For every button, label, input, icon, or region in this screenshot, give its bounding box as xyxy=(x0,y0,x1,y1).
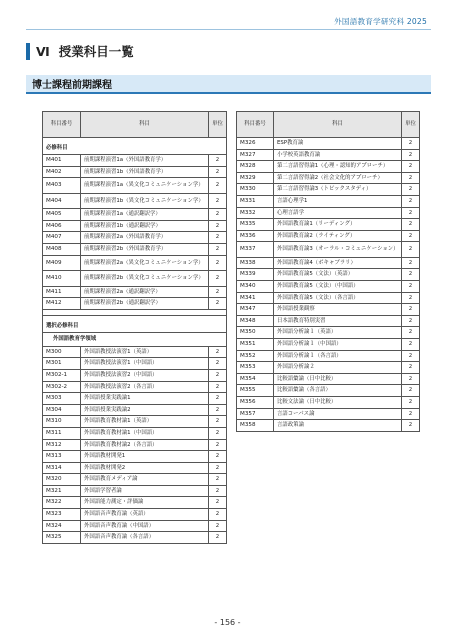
course-code: M357 xyxy=(237,408,274,420)
course-name: 外国語教育論2（ライティング） xyxy=(274,230,402,242)
course-units: 2 xyxy=(209,509,227,521)
course-units: 2 xyxy=(209,220,227,232)
course-units: 2 xyxy=(402,373,420,385)
table-row xyxy=(43,178,227,194)
course-code: M355 xyxy=(237,385,274,397)
course-code: M314 xyxy=(43,462,81,474)
table-row xyxy=(43,232,227,244)
course-code: M402 xyxy=(43,166,81,178)
table-row xyxy=(43,255,227,271)
course-units: 2 xyxy=(402,292,420,304)
course-name: 第二言語習得論1（心理・認知的アプローチ） xyxy=(274,161,402,173)
course-code: M330 xyxy=(237,184,274,196)
course-name: 外国語教授法演習2（中国語） xyxy=(81,369,209,381)
table-row xyxy=(43,286,227,298)
course-name: 外国語分析論１（英語） xyxy=(274,327,402,339)
course-code: M408 xyxy=(43,243,81,255)
course-units: 2 xyxy=(209,439,227,451)
table-row xyxy=(237,138,420,150)
course-name: 言語コーパス論 xyxy=(274,408,402,420)
elective-section-label: 選択必修科目 xyxy=(43,315,227,332)
course-name: 前期課程演習2a（外国語教育学） xyxy=(81,232,209,244)
table-row xyxy=(237,149,420,161)
course-units: 2 xyxy=(209,155,227,167)
course-code: M401 xyxy=(43,155,81,167)
course-name: 比較語彙論（日中比較） xyxy=(274,373,402,385)
course-code: M303 xyxy=(43,393,81,405)
course-name: 外国語教育論5（文法）（各言語） xyxy=(274,292,402,304)
course-code: M332 xyxy=(237,207,274,219)
course-units: 2 xyxy=(402,269,420,281)
course-name: 外国語学習者論 xyxy=(81,485,209,497)
course-name: 前期課程演習1b（通訳翻訳学） xyxy=(81,220,209,232)
table-row xyxy=(237,172,420,184)
table-row xyxy=(237,339,420,351)
header-name: 科目 xyxy=(81,112,209,138)
course-code: M304 xyxy=(43,404,81,416)
page-number: - 156 - xyxy=(214,618,241,627)
course-code: M302-2 xyxy=(43,381,81,393)
table-row xyxy=(43,393,227,405)
table-header-row xyxy=(43,112,227,138)
course-name: 比較語彙論（各言語） xyxy=(274,385,402,397)
course-units: 2 xyxy=(402,219,420,231)
course-code: M412 xyxy=(43,298,81,310)
course-code: M300 xyxy=(43,346,81,358)
table-row xyxy=(237,230,420,242)
course-units: 2 xyxy=(402,207,420,219)
section-title: 授業科目一覧 xyxy=(58,44,134,59)
course-name: 外国語授業実践論2 xyxy=(81,404,209,416)
course-code: M301 xyxy=(43,358,81,370)
table-row xyxy=(43,369,227,381)
course-code: M358 xyxy=(237,420,274,432)
section-accent-bar xyxy=(26,43,30,60)
course-units: 2 xyxy=(209,369,227,381)
course-units: 2 xyxy=(402,350,420,362)
table-row xyxy=(43,520,227,532)
table-row xyxy=(237,219,420,231)
course-name: 心理言語学 xyxy=(274,207,402,219)
course-name: 前期課程演習2b（外国語教育学） xyxy=(81,243,209,255)
course-units: 2 xyxy=(402,420,420,432)
course-units: 2 xyxy=(209,497,227,509)
course-units: 2 xyxy=(209,532,227,544)
course-code: M407 xyxy=(43,232,81,244)
course-units: 2 xyxy=(402,242,420,258)
course-units: 2 xyxy=(402,408,420,420)
course-code: M337 xyxy=(237,242,274,258)
header-rule xyxy=(26,29,431,30)
course-units: 2 xyxy=(209,286,227,298)
course-code: M329 xyxy=(237,172,274,184)
course-name: 前期課程演習2a（異文化コミュニケーション学） xyxy=(81,255,209,271)
course-code: M352 xyxy=(237,350,274,362)
subsection-banner xyxy=(26,75,431,94)
course-units: 2 xyxy=(209,232,227,244)
table-row xyxy=(237,408,420,420)
course-code: M406 xyxy=(43,220,81,232)
table-row xyxy=(43,358,227,370)
course-code: M325 xyxy=(43,532,81,544)
course-units: 2 xyxy=(402,257,420,269)
table-row xyxy=(237,184,420,196)
field-section-label: 外国語教育学領域 xyxy=(43,332,227,346)
course-name: 外国語教育論5（文法）（中国語） xyxy=(274,281,402,293)
table-row xyxy=(43,271,227,287)
course-code: M340 xyxy=(237,281,274,293)
course-units: 2 xyxy=(209,520,227,532)
course-code: M405 xyxy=(43,209,81,221)
table-row xyxy=(237,350,420,362)
course-name: 外国語教授法演習1（中国語） xyxy=(81,358,209,370)
table-row xyxy=(43,243,227,255)
header-unit: 単位 xyxy=(402,112,420,138)
course-units: 2 xyxy=(402,184,420,196)
course-units: 2 xyxy=(402,195,420,207)
course-name: 日本語教育特別実習 xyxy=(274,315,402,327)
course-name: 前期課程演習1a（異文化コミュニケーション学） xyxy=(81,178,209,194)
table-row xyxy=(237,327,420,339)
course-name: 外国語教育論5（文法）（英語） xyxy=(274,269,402,281)
course-name: 小学校英語教育論 xyxy=(274,149,402,161)
table-row xyxy=(43,346,227,358)
course-code: M348 xyxy=(237,315,274,327)
course-code: M320 xyxy=(43,474,81,486)
table-row xyxy=(43,166,227,178)
course-name: 前期課程演習1b（外国語教育学） xyxy=(81,166,209,178)
course-code: M410 xyxy=(43,271,81,287)
course-units: 2 xyxy=(402,230,420,242)
course-code: M313 xyxy=(43,451,81,463)
course-name: 前期課程演習2b（異文化コミュニケーション学） xyxy=(81,271,209,287)
course-name: 外国語教材開発2 xyxy=(81,462,209,474)
course-code: M350 xyxy=(237,327,274,339)
course-code: M324 xyxy=(43,520,81,532)
table-row xyxy=(237,420,420,432)
course-units: 2 xyxy=(209,209,227,221)
course-code: M312 xyxy=(43,439,81,451)
course-name: 外国語教育論3（オーラル・コミュニケーション） xyxy=(274,242,402,258)
table-row xyxy=(237,161,420,173)
table-row xyxy=(237,385,420,397)
course-code: M302-1 xyxy=(43,369,81,381)
course-units: 2 xyxy=(209,178,227,194)
table-row xyxy=(43,532,227,544)
course-units: 2 xyxy=(209,462,227,474)
table-row xyxy=(43,485,227,497)
course-name: 外国語分析論１（中国語） xyxy=(274,339,402,351)
course-code: M351 xyxy=(237,339,274,351)
table-row xyxy=(43,509,227,521)
header-code: 科目番号 xyxy=(43,112,81,138)
course-units: 2 xyxy=(402,339,420,351)
course-code: M339 xyxy=(237,269,274,281)
table-row xyxy=(237,362,420,374)
course-name: 比較文法論（日中比較） xyxy=(274,396,402,408)
course-units: 2 xyxy=(209,243,227,255)
course-code: M335 xyxy=(237,219,274,231)
course-units: 2 xyxy=(209,474,227,486)
running-header: 外国語教育学研究科 2025 xyxy=(334,17,427,26)
course-name: 外国語教育論4（ボキャブラリ） xyxy=(274,257,402,269)
table-row xyxy=(237,269,420,281)
course-name: 外国語教育論1（リーディング） xyxy=(274,219,402,231)
header-name: 科目 xyxy=(274,112,402,138)
course-code: M310 xyxy=(43,416,81,428)
table-row xyxy=(43,155,227,167)
course-code: M322 xyxy=(43,497,81,509)
course-units: 2 xyxy=(209,427,227,439)
course-units: 2 xyxy=(402,315,420,327)
course-table-left xyxy=(42,111,227,544)
table-row xyxy=(43,474,227,486)
course-name: 言語心理学1 xyxy=(274,195,402,207)
course-name: 前期課程演習1b（異文化コミュニケーション学） xyxy=(81,193,209,209)
table-row xyxy=(43,451,227,463)
course-name: 前期課程演習2b（通訳翻訳学） xyxy=(81,298,209,310)
course-name: 外国語教育教材論1（中国語） xyxy=(81,427,209,439)
course-name: 外国語教材開発1 xyxy=(81,451,209,463)
course-units: 2 xyxy=(402,385,420,397)
course-units: 2 xyxy=(209,451,227,463)
subsection-title: 博士課程前期課程 xyxy=(32,80,112,91)
table-row xyxy=(237,242,420,258)
table-row xyxy=(237,373,420,385)
course-code: M354 xyxy=(237,373,274,385)
course-code: M328 xyxy=(237,161,274,173)
course-code: M336 xyxy=(237,230,274,242)
field-section-row xyxy=(43,332,227,346)
course-units: 2 xyxy=(402,161,420,173)
section-number: Ⅵ xyxy=(36,43,50,59)
table-row xyxy=(43,220,227,232)
course-name: 前期課程演習2a（通訳翻訳学） xyxy=(81,286,209,298)
table-row xyxy=(237,304,420,316)
course-code: M404 xyxy=(43,193,81,209)
course-units: 2 xyxy=(209,271,227,287)
course-name: 外国語教育メディア論 xyxy=(81,474,209,486)
course-name: 外国語能力測定・評価論 xyxy=(81,497,209,509)
course-code: M356 xyxy=(237,396,274,408)
course-units: 2 xyxy=(209,404,227,416)
table-row xyxy=(43,404,227,416)
table-header-row xyxy=(237,112,420,138)
course-code: M353 xyxy=(237,362,274,374)
course-units: 2 xyxy=(402,304,420,316)
course-units: 2 xyxy=(402,281,420,293)
required-section-row xyxy=(43,138,227,155)
table-row xyxy=(43,193,227,209)
course-name: 外国語音声教育論（中国語） xyxy=(81,520,209,532)
table-row xyxy=(43,439,227,451)
table-row xyxy=(237,207,420,219)
course-name: 外国語教授法演習1（英語） xyxy=(81,346,209,358)
course-table-right xyxy=(236,111,420,432)
course-units: 2 xyxy=(209,358,227,370)
course-code: M311 xyxy=(43,427,81,439)
table-row xyxy=(43,209,227,221)
course-name: 前期課程演習1a（外国語教育学） xyxy=(81,155,209,167)
course-code: M331 xyxy=(237,195,274,207)
required-section-label: 必修科目 xyxy=(43,138,227,155)
header-unit: 単位 xyxy=(209,112,227,138)
course-code: M403 xyxy=(43,178,81,194)
course-name: 前期課程演習1a（通訳翻訳学） xyxy=(81,209,209,221)
course-units: 2 xyxy=(209,381,227,393)
course-units: 2 xyxy=(209,166,227,178)
table-row xyxy=(43,427,227,439)
course-units: 2 xyxy=(209,255,227,271)
table-row xyxy=(43,497,227,509)
course-units: 2 xyxy=(209,346,227,358)
course-code: M341 xyxy=(237,292,274,304)
course-units: 2 xyxy=(209,393,227,405)
course-name: 第二言語習得論2（社会文化的アプローチ） xyxy=(274,172,402,184)
course-name: 外国語音声教育論（各言語） xyxy=(81,532,209,544)
course-name: 外国語教育教材論2（各言語） xyxy=(81,439,209,451)
table-row xyxy=(237,315,420,327)
course-code: M411 xyxy=(43,286,81,298)
table-row xyxy=(237,257,420,269)
course-code: M347 xyxy=(237,304,274,316)
course-name: 外国語分析論２ xyxy=(274,362,402,374)
table-row xyxy=(43,416,227,428)
table-row xyxy=(237,396,420,408)
course-units: 2 xyxy=(402,149,420,161)
table-row xyxy=(43,381,227,393)
course-units: 2 xyxy=(209,193,227,209)
course-name: 外国語音声教育論（英語） xyxy=(81,509,209,521)
elective-section-row xyxy=(43,315,227,332)
course-name: 外国語授業実践論1 xyxy=(81,393,209,405)
course-units: 2 xyxy=(402,138,420,150)
course-code: M338 xyxy=(237,257,274,269)
table-row xyxy=(43,298,227,310)
course-units: 2 xyxy=(402,172,420,184)
course-code: M327 xyxy=(237,149,274,161)
header-code: 科目番号 xyxy=(237,112,274,138)
course-name: 第二言語習得論3（トピックスタディ） xyxy=(274,184,402,196)
course-name: 言語政策論 xyxy=(274,420,402,432)
table-row xyxy=(43,462,227,474)
course-units: 2 xyxy=(209,416,227,428)
course-code: M323 xyxy=(43,509,81,521)
course-units: 2 xyxy=(402,327,420,339)
course-units: 2 xyxy=(402,362,420,374)
table-row xyxy=(237,195,420,207)
course-code: M326 xyxy=(237,138,274,150)
course-name: ESP教育論 xyxy=(274,138,402,150)
course-name: 外国語教授法演習2（各言語） xyxy=(81,381,209,393)
course-name: 外国語教育教材論1（英語） xyxy=(81,416,209,428)
course-units: 2 xyxy=(209,485,227,497)
table-row xyxy=(237,281,420,293)
course-name: 外国語授業観察 xyxy=(274,304,402,316)
course-name: 外国語分析論１（各言語） xyxy=(274,350,402,362)
course-code: M409 xyxy=(43,255,81,271)
section-heading xyxy=(26,41,431,61)
course-units: 2 xyxy=(209,298,227,310)
table-row xyxy=(237,292,420,304)
course-units: 2 xyxy=(402,396,420,408)
course-code: M321 xyxy=(43,485,81,497)
